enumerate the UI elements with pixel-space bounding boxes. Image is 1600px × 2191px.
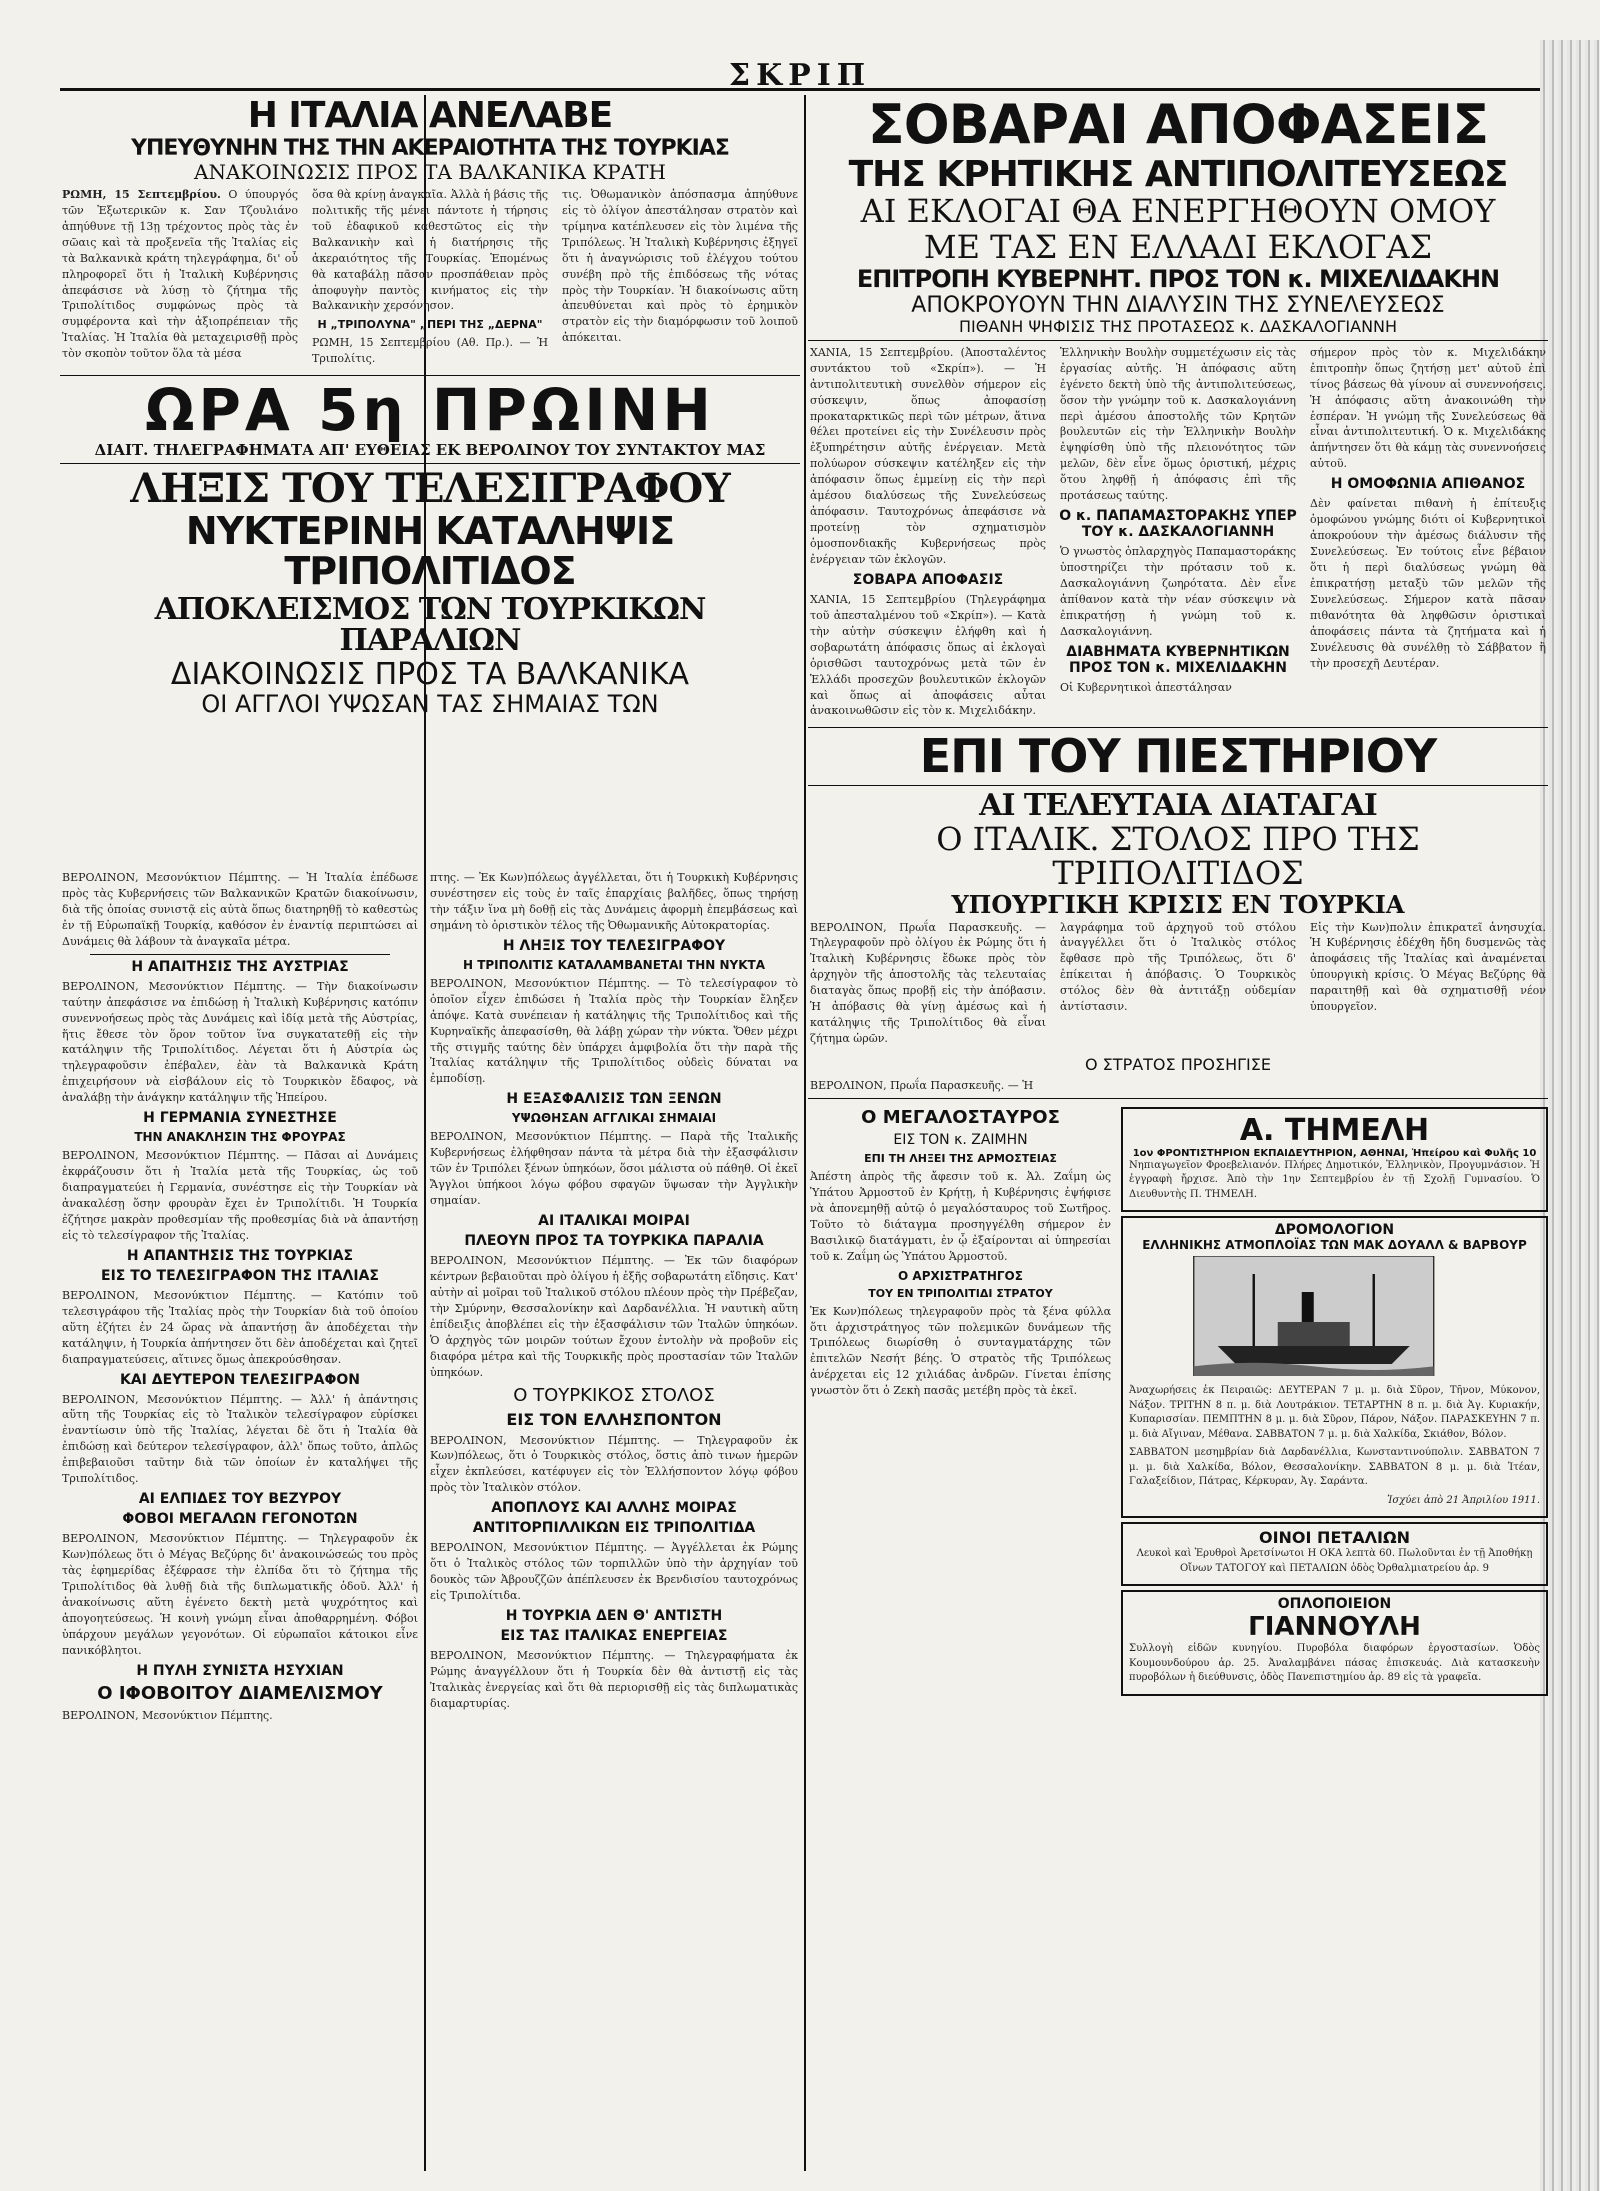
ad-title: ΟΠΛΟΠΟΙΕΙΟΝ: [1277, 1596, 1392, 1613]
headline-blockade: ΑΠΟΚΛΕΙΣΜΟΣ ΤΩΝ ΤΟΥΡΚΙΚΩΝ ΠΑΡΑΛΙΩΝ: [154, 591, 706, 659]
ad-subtitle: ΕΛΛΗΝΙΚΗΣ ΑΤΜΟΠΛΟΪΑΣ ΤΩΝ ΜΑΚ ΔΟΥΑΛΛ & ΒΑΡΒΟΥΡ: [1142, 1238, 1527, 1253]
subhead: ΥΨΩΘΗΣΑΝ ΑΓΓΛΙΚΑΙ ΣΗΜΑΙΑΙ: [511, 1111, 717, 1126]
headline-crete: ΣΟΒΑΡΑΙ ΑΠΟΦΑΣΕΙΣ: [867, 95, 1489, 156]
subhead: Η ΓΕΡΜΑΝΙΑ ΣΥΝΕΣΤΗΣΕ: [143, 1110, 337, 1127]
headline-fleet: Ο ΙΤΑΛΙΚ. ΣΤΟΛΟΣ ΠΡΟ ΤΗΣ ΤΡΙΠΟΛΙΤΙΔΟΣ: [936, 820, 1420, 892]
subhead: Η ΑΠΑΙΤΗΣΙΣ ΤΗΣ ΑΥΣΤΡΙΑΣ: [131, 958, 349, 975]
ad-subtitle: 1ον ΦΡΟΝΤΙΣΤΗΡΙΟΝ ΕΚΠΑΙΔΕΥΤΗΡΙΟΝ, ΑΘΗΝΑΙ, Ἠπείρου καὶ Φυλῆς 10: [1132, 1147, 1537, 1159]
headline-italy-sub: ΥΠΕΥΘΥΝΗΝ ΤΗΣ ΤΗΝ ΑΚΕΡΑΙΟΤΗΤΑ ΤΗΣ ΤΟΥΡΚΙΑΣ: [131, 135, 729, 161]
subhead: Ο ΙΦΟΒΟΙΤΟΥ ΔΙΑΜΕΛΙΣΜΟΥ: [97, 1682, 383, 1704]
ad-gunsmith: [1121, 1590, 1548, 1696]
subhead: Ο ΤΟΥΡΚΙΚΟΣ ΣΤΟΛΟΣ: [513, 1384, 715, 1406]
ad-name: ΓΙΑΝΝΟΥΛΗ: [1248, 1612, 1421, 1643]
subhead-army: Ο ΣΤΡΑΤΟΣ ΠΡΟΣΗΓΙΣΕ: [1085, 1055, 1271, 1075]
subhead: ΣΟΒΑΡΑ ΑΠΟΦΑΣΙΣ: [852, 571, 1004, 588]
ad-text: ΣΑΒΒΑΤΟΝ μεσημβρίαν διὰ Δαρδανέλλια, Κωνσταντινούπολιν. ΣΑΒΒΑΤΟΝ 7 μ. μ. διὰ Χαλκίδα, Βόλον, Θεσσαλονίκην. ΣΑΒΒΑΤΟΝ 8 μ. μ. διὰ Ἰτέαν, Γαλαξείδιον, Πάτρας, Κέρκυραν, Ἀγ. Σαράντα.: [1129, 1447, 1540, 1488]
headline-occupation: ΝΥΚΤΕΡΙΝΗ ΚΑΤΑΛΗΨΙΣ ΤΡΙΠΟΛΙΤΙΔΟΣ: [185, 508, 675, 593]
subhead: ΕΠΙ ΤΗ ΛΗΞΕΙ ΤΗΣ ΑΡΜΟΣΤΕΙΑΣ: [864, 1151, 1057, 1165]
article-text: ΧΑΝΙΑ, 15 Σεπτεμβρίου (Τηλεγράφημα τοῦ ἀπεσταλμένου τοῦ «Σκρίπ»). — Κατὰ τὴν αὐτὴν σύσκεψιν ἐλήφθη καὶ ἡ σοβαρωτάτη ἀπόφασις ὅπως αἱ ἐκλογαὶ ὁρισθῶσι ταυτοχρόνως μετὰ τῶν ἐν Ἑλλάδι προσεχῶν βουλευτικῶν ἐκλογῶν καὶ ὅπως αἱ ἀποφάσεις αὗται ἀνακοινωθῶσιν εἰς τὸν κ. Μιχελιδάκην.: [810, 592, 1046, 718]
headline-press: ΕΠΙ ΤΟΥ ΠΙΕΣΤΗΡΙΟΥ: [919, 729, 1437, 784]
ad-text: Συλλογὴ εἰδῶν κυνηγίου. Πυροβόλα διαφόρων ἐργοστασίων. Ὁδὸς Κουμουνδούρου ἀρ. 25. Ἀναλαμβάνει πάσας ἐπισκευάς. Διὰ κατασκευὴν πυροβόλων ἡ διεύθυνσις, ὁδὸς Πανεπιστημίου ἀρ. 89 εἰς τὰ γραφεῖα.: [1129, 1643, 1540, 1684]
steamship-illustration: [1127, 1256, 1501, 1376]
subhead: Η ΠΥΛΗ ΣΥΝΙΣΤΑ ΗΣΥΧΙΑΝ: [136, 1662, 344, 1679]
subhead: ΤΟΥ ΕΝ ΤΡΙΠΟΛΙΤΙΔΙ ΣΤΡΑΤΟΥ: [868, 1286, 1053, 1300]
article-text: Ἐκ Κων)πόλεως τηλεγραφοῦν πρὸς τὰ ξένα φύλλα ὅτι ἀρχιστράτηγος τῶν πολεμικῶν δυνάμεων τῆς Τριπόλεως διωρίσθη ὁ συνταγματάρχης τῶν ἐπιτελῶν Νεσήτ βέης. Ὁ στρατὸς τῆς Τριπόλεως ἀνέρχεται εἰς 12 χιλιάδας ἀνδρῶν. Γίνεται ἐπίσης γνωστὸν ὅτι ὁ Ζεκὴ πασᾶς μετέβη πρὸς τὰ ἐκεῖ.: [810, 1304, 1111, 1398]
headline-crisis: ΥΠΟΥΡΓΙΚΗ ΚΡΙΣΙΣ ΕΝ ΤΟΥΡΚΙΑ: [951, 890, 1405, 920]
article-text: [62, 187, 298, 362]
subhead: Η ΑΠΑΝΤΗΣΙΣ ΤΗΣ ΤΟΥΡΚΙΑΣ: [126, 1247, 354, 1264]
page-edge-shadow: [1540, 40, 1600, 2191]
subhead: Η ΕΞΑΣΦΑΛΙΣΙΣ ΤΩΝ ΞΕΝΩΝ: [506, 1091, 722, 1108]
article-text: ΒΕΡΟΛΙΝΟΝ, Μεσονύκτιον Πέμπτης. — Πᾶσαι αἱ Δυνάμεις ἐκφράζουσιν ὅτι ἡ Ἰταλία μετὰ τῆς Τουρκίας, ὡς τοῦ διαπραγματεύει ἡ Γερμανία, συνέστησε εἰς τὴν Τουρκίαν νὰ ἀνακαλέσῃ ὅσην φρουρὰν ἔχει ἐν Τριπολίτιδι. Ἡ Τουρκία ἐζήτησε μακρὰν προθεσμίαν τῆς προθεσμίας διὰ νὰ ἀπαντήσῃ εἰς τὸ τελεσίγραφον τῆς Ἰταλίας.: [62, 1149, 418, 1242]
advertisements: [1121, 1103, 1548, 1700]
headline-ultimatum: ΛΗΞΙΣ ΤΟΥ ΤΕΛΕΣΙΓΡΑΦΟΥ: [130, 464, 730, 512]
headline-proposal: ΠΙΘΑΝΗ ΨΗΦΙΣΙΣ ΤΗΣ ΠΡΟΤΑΣΕΩΣ κ. ΔΑΣΚΑΛΟΓΙΑΝΝΗ: [958, 316, 1398, 336]
headline-flags: ΟΙ ΑΓΓΛΟΙ ΥΨΩΣΑΝ ΤΑΣ ΣΗΜΑΙΑΣ ΤΩΝ: [201, 690, 659, 719]
masthead: ΣΚΡΙΠ: [728, 58, 872, 93]
ad-title: ΔΡΟΜΟΛΟΓΙΟΝ: [1274, 1222, 1395, 1239]
article-text: λαγράφημα τοῦ ἀρχηγοῦ τοῦ στόλου ἀναγγέλλει ὅτι ὁ Ἰταλικὸς στόλος ἔφθασε πρὸ τῆς Τριπόλεως, ὅτι δ' ἐπίκειται ἡ ἀπόβασις. Ὁ Τουρκικὸς στόλος δὲν θὰ ἀντιτάξῃ οὐδεμίαν ἀντίστασιν.: [1060, 920, 1296, 1014]
article-text: Ὁ γνωστὸς ὁπλαρχηγὸς Παπαμαστοράκης ὑποστηρίζει τὴν πρότασιν τοῦ κ. Δασκαλογιάννη ζωηρότατα. Δὲν εἶνε ἀπίθανον κατὰ τὴν νέαν σύσκεψιν νὰ ἐπικρατήσῃ ἡ γνώμη τοῦ κ. Δασκαλογιάννη.: [1060, 545, 1296, 638]
subhead: ΔΙΑΒΗΜΑΤΑ ΚΥΒΕΡΝΗΤΙΚΩΝ ΠΡΟΣ ΤΟΝ κ. ΜΙΧΕΛΙΔΑΚΗΝ: [1066, 643, 1290, 676]
subhead: ΕΙΣ ΤΑΣ ΙΤΑΛΙΚΑΣ ΕΝΕΡΓΕΙΑΣ: [500, 1628, 728, 1644]
subhead: Η ΤΟΥΡΚΙΑ ΔΕΝ Θ' ΑΝΤΙΣΤΗ: [505, 1608, 723, 1624]
headline-hour: ΩΡΑ 5η ΠΡΩΙΝΗ: [145, 376, 715, 445]
top-rule: [60, 88, 1540, 91]
article-text: ΧΑΝΙΑ, 15 Σεπτεμβρίου. (Ἀποσταλέντος συντάκτου τοῦ «Σκρίπ»). — Ἡ ἀντιπολιτευτικὴ συνελθὸν σήμερον εἰς σύσκεψιν, ὅπως ἀποφασίσῃ προκαταρκτικῶς περὶ τῶν μέτρων, ἅτινα θέλει προτείνει εἰς τὴν Συνέλευσιν πρὸς ἐξυπηρέτησιν αὐτῆς ἐνέργειαν. Μετὰ πολύωρον σύσκεψιν κατέληξεν εἰς τὴν ἀπόφασιν ὅπως ἐμμείνῃ εἰς τὴν περὶ ἀμέσου διαλύσεως τῆς Συνελεύσεως ἀπόφασιν. Ταυτοχρόνως ἀπεφάσισε νὰ προτείνῃ τὸν σχηματισμὸν ὁμοσπονδιακῆς Κυβερνήσεως πρὸς ἐνέργειαν τῶν ἐκλογῶν.: [810, 345, 1046, 566]
headline-elections: ΑΙ ΕΚΛΟΓΑΙ ΘΑ ΕΝΕΡΓΗΘΟΥΝ ΟΜΟΥ: [860, 192, 1496, 231]
subhead-derna: Η „ΤΡΙΠΟΛΥΝΑ" „ΠΕΡΙ ΤΗΣ „ΔΕΡΝΑ": [317, 318, 543, 332]
subhead: ΠΛΕΟΥΝ ΠΡΟΣ ΤΑ ΤΟΥΡΚΙΚΑ ΠΑΡΑΛΙΑ: [464, 1233, 764, 1249]
article-text: ΒΕΡΟΛΙΝΟΝ, Μεσονύκτιον Πέμπτης. — Ἀγγέλλεται ἐκ Ρώμης ὅτι ὁ Ἰταλικὸς στόλος τῶν τορπιλλῶν ὑπὸ τὴν ἀρχηγίαν τοῦ δουκὸς τῶν Ἀβρουζζῶν ἀπέπλευσεν ἐκ Βρενδισίου ταυτοχρόνως εἰς Τριπολίτιδα.: [430, 1541, 798, 1603]
divider: [90, 954, 390, 955]
ad-timeli: [1121, 1107, 1548, 1213]
subhead: ΑΠΟΠΛΟΥΣ ΚΑΙ ΑΛΛΗΣ ΜΟΙΡΑΣ: [491, 1500, 737, 1517]
article-text: ΒΕΡΟΛΙΝΟΝ, Πρωΐα Παρασκευῆς. — Τηλεγραφοῦν πρὸ ὀλίγου ἐκ Ρώμης ὅτι ἡ Ἰταλικὴ Κυβέρνησις ἔδωκε πρὸς τὸν ἀρχηγὸν τῆς ἀποστολῆς τὰς τελευταίας διαταγὰς ὅπως προβῇ εἰς τὴν ἀπόβασιν. Ἡ ἀπόβασις θὰ γίνῃ ἀμέσως καὶ ἡ κατάληψις τῆς Τριπολίτιδος θὰ εἶναι ζήτημα ὡρῶν.: [810, 920, 1046, 1046]
column-divider-2: [804, 95, 806, 2171]
article-text: ΒΕΡΟΛΙΝΟΝ, Πρωΐα Παρασκευῆς. — Ἡ: [810, 1079, 1034, 1093]
ad-steamship: [1121, 1216, 1548, 1518]
ad-date: Ἰσχύει ἀπὸ 21 Ἀπριλίου 1911.: [1387, 1494, 1540, 1506]
article-text: Ἀπέστη ἀπρὸς τῆς ἄφεσιν τοῦ κ. Ἀλ. Ζαΐμη ὡς Ὑπάτου Ἁρμοστοῦ ἐν Κρήτῃ, ἡ Κυβέρνησις ἐψήφισε νὰ ἀπονεμηθῇ αὐτῷ ὁ μεγαλόσταυρος τοῦ Σωτῆρος. Τοῦτο τὸ διάταγμα προσηγγέλθη σήμερον ἐν Βασιλικῷ διατάγματι, ἐν ᾧ ἐξαίρονται αἱ ὑπηρεσίαι τοῦ κ. Ζαΐμη ὡς Ὑπάτου Ἁρμοστοῦ.: [810, 1169, 1111, 1263]
article-text: ΒΕΡΟΛΙΝΟΝ, Μεσονύκτιον Πέμπτης. — Τηλεγραφήματα ἐκ Ρώμης ἀναγγέλλουν ὅτι ἡ Τουρκία δὲν θὰ ἀντιστῇ εἰς τὰς Ἰταλικὰς ἐνεργείας καὶ ὅτι θὰ περιορισθῇ εἰς τὰς διπλωματικὰς διαμαρτυρίας.: [430, 1649, 798, 1710]
headline-hour-sub: ΔΙΑΙΤ. ΤΗΛΕΓΡΑΦΗΜΑΤΑ ΑΠ' ΕΥΘΕΙΑΣ ΕΚ ΒΕΡΟΛΙΝΟΥ ΤΟΥ ΣΥΝΤΑΚΤΟΥ ΜΑΣ: [94, 441, 766, 460]
article-text: πτης. — Ἐκ Κων)πόλεως ἀγγέλλεται, ὅτι ἡ Τουρκικὴ Κυβέρνησις συνέστησεν εἰς τοὺς ἐν ταῖς ἐπαρχίαις βαλῆδες, ὅπως τηρήσῃ τὴν τάξιν ἵνα μὴ δοθῇ εἰς τὰς Δυνάμεις ἀφορμὴ ἐπεμβάσεως καὶ σημάνη τὸ ὁριστικὸν τέλος τῆς Ὀθωμανικῆς Αὐτοκρατορίας.: [430, 871, 798, 932]
subhead: ΕΙΣ ΤΟ ΤΕΛΕΣΙΓΡΑΦΟΝ ΤΗΣ ΙΤΑΛΙΑΣ: [101, 1267, 379, 1284]
article-text: Ἑλληνικὴν Βουλὴν συμμετέχωσιν εἰς τὰς ἐργασίας αὐτῆς. Ἡ ἀπόφασις αὕτη ἐγένετο δεκτὴ ὑπὸ τῆς ἀντιπολιτεύσεως, ὅσον τὴν γνώμην τοῦ κ. Δασκαλογιάννη περὶ ἀμέσου ἀποστολῆς τῶν Κρητῶν βουλευτῶν εἰς τὴν Ἑλληνικὴν Βουλὴν ἐψηφίσθη ὑπὸ τῆς πλειονότητος τῶν μελῶν, δὲν εἶνε ὅμως ὁριστική, μέχρις ὅτου ληφθῇ ἡ ἀπόφασις ἐπὶ τῆς προτάσεως ταύτης.: [1060, 345, 1296, 503]
subhead: Ο κ. ΠΑΠΑΜΑΣΤΟΡΑΚΗΣ ΥΠΕΡ ΤΟΥ κ. ΔΑΣΚΑΛΟΓΙΑΝΝΗ: [1059, 508, 1297, 541]
subhead: ΚΑΙ ΔΕΥΤΕΡΟΝ ΤΕΛΕΣΙΓΡΑΦΟΝ: [120, 1371, 360, 1388]
middle-column: [428, 870, 800, 2171]
ad-text: Λευκοὶ καὶ Ἐρυθροὶ Ἀρετσίνωτοι Η ΟΚΑ λεπτὰ 60. Πωλοῦνται ἐν τῇ Ἀποθήκῃ Οἴνων ΤΑΤΟΓΟΥ καὶ ΠΕΤΑΛΙΩΝ ὁδὸς Ὀρθαλμιατρείου ἀρ. 9: [1136, 1548, 1533, 1574]
subhead: ΕΙΣ ΤΟΝ ΕΛΛΗΣΠΟΝΤΟΝ: [506, 1409, 722, 1429]
headline-elections-sub: ΜΕ ΤΑΣ ΕΝ ΕΛΛΑΔΙ ΕΚΛΟΓΑΣ: [923, 228, 1433, 267]
headline-dissolution: ΑΠΟΚΡΟΥΟΥΝ ΤΗΝ ΔΙΑΛΥΣΙΝ ΤΗΣ ΣΥΝΕΛΕΥΣΕΩΣ: [911, 292, 1445, 318]
article-text: ΒΕΡΟΛΙΝΟΝ, Μεσονύκτιον Πέμπτης. — Ἡ Ἰταλία ἐπέδωσε πρὸς τὰς Κυβερνήσεις τῶν Βαλκανικῶν Κρατῶν διακοίνωσιν, διὰ τῆς ὁποίας συνιστᾷ εἰς αὐτὰ ὅπως διατηρηθῇ τὸ καθεστὼς ἐν τῇ Εὐρωπαϊκῇ Τουρκίᾳ, καθόσον ἐν ἐναντίᾳ περιπτώσει αἱ Δυνάμεις θὰ λάβουν τὰ ἀναγκαῖα μέτρα.: [62, 871, 418, 948]
article-text: ΒΕΡΟΛΙΝΟΝ, Μεσονύκτιον Πέμπτης. — Παρὰ τῆς Ἰταλικῆς Κυβερνήσεως ἐλήφθησαν πάντα τὰ μέτρα διὰ τὴν ἐξασφάλισιν τῶν ἐν Τριπόλει ξένων ὑπηκόων, ὅσοι μάλιστα οὐ πάθηθ. Οἱ ἐκεῖ Ἄγγλοι ὑπήκοοι λόγω φόβου σφαγῶν ὕψωσαν τὴν Ἀγγλικὴν σημαίαν.: [430, 1130, 798, 1208]
article-text: Δὲν φαίνεται πιθανὴ ἡ ἐπίτευξις ὁμοφώνου γνώμης διότι οἱ Κυβερνητικοὶ ἀποκρούουν τὴν ἀμέσως διάλυσιν τῆς Συνελεύσεως. Ἐν τούτοις εἶνε βέβαιον ὅτι ἡ περὶ διαλύσεως γνώμη θὰ ἐπικρατήσῃ μεταξὺ τῶν μελῶν τῆς Συνελεύσεως. Σήμερον κατὰ πᾶσαν πιθανότητα θὰ ληφθῶσιν ὁριστικαὶ ἀποφάσεις πάντα τὰ ζητήματα καὶ ἡ Συνέλευσις θὰ συνέλθῃ τὸ Σάββατον ἢ τὴν προσεχῆ Δευτέραν.: [1310, 497, 1546, 670]
article-text: ΡΩΜΗ, 15 Σεπτεμβρίου (Αθ. Πρ.). — Ἡ Τριπολίτις.: [312, 336, 548, 366]
headline-committee: ΕΠΙΤΡΟΠΗ ΚΥΒΕΡΝΗΤ. ΠΡΟΣ ΤΟΝ κ. ΜΙΧΕΛΙΔΑΚΗΝ: [856, 264, 1500, 293]
article-text: ΒΕΡΟΛΙΝΟΝ, Μεσονύκτιον Πέμπτης. — Ἀλλ' ἡ ἀπάντησις αὕτη τῆς Τουρκίας εἰς τὸ Ἰταλικὸν τελεσίγραφον εὑρίσκει ἐναντίωσιν ὑπὸ τῆς Ἰταλίας, λέγεται δὲ ὅτι ἡ Ἰταλία θὰ ἐπιδώσῃ καὶ δεύτερον τελεσίγραφον, ἀλλ' ὅπως τοῦτο, ἁπλῶς ἐπιβεβαιοῦσι ταῦτην διὰ τῶν ὁποίων ἐν καταλήψει τῆς Τριπολίτιδος.: [62, 1392, 418, 1486]
divider: [808, 727, 1548, 728]
dateline: ΡΩΜΗ, 15 Σεπτεμβρίου.: [62, 187, 221, 201]
italy-headline-block: [60, 95, 800, 719]
ad-text: Ἀναχωρήσεις ἐκ Πειραιῶς: ΔΕΥΤΕΡΑΝ 7 μ. μ. διὰ Σῦρον, Τῆνον, Μύκονον, Νάξον. ΤΡΙΤΗΝ 8 π. μ. διὰ Λουτράκιον. ΤΕΤΑΡΤΗΝ 8 π. μ. διὰ Ἀγ. Κυριακήν, Κυπαρισσίαν. ΠΕΜΠΤΗΝ 8 μ. μ. διὰ Σῦρον, Πάρον, Νάξον. ΠΑΡΑΣΚΕΥΗΝ 7 π. μ. διὰ Αἴγιναν, Μέθανα. ΣΑΒΒΑΤΟΝ 7 μ. μ. διὰ Χαλκίδα, Σκιάθον, Βόλον.: [1129, 1385, 1540, 1440]
divider: [60, 463, 800, 464]
subhead: Ο ΑΡΧΙΣΤΡΑΤΗΓΟΣ: [898, 1268, 1023, 1283]
article-text: σήμερον πρὸς τὸν κ. Μιχελιδάκην ἐπιτροπὴν ὅπως ζητήσῃ μετ' αὐτοῦ ἐπὶ τίνος βάσεως θὰ γίνουν αἱ συνεννοήσεις. Ἡ ἀπόφασις αὕτη ἀνακοινώθη τὴν ἑσπέραν. Ἡ γνώμη τῆς Συνελεύσεως θὰ εἶναι ἀντιπολιτευτική. Ὁ κ. Μιχελιδάκης ἀπήντησεν ὅτι θὰ κάμῃ τὰς συνεννοήσεις αὐτοῦ.: [1310, 345, 1546, 471]
headline-italy-sub2: ΑΝΑΚΟΙΝΩΣΙΣ ΠΡΟΣ ΤΑ ΒΑΛΚΑΝΙΚΑ ΚΡΑΤΗ: [194, 159, 666, 184]
subhead: ΑΙ ΙΤΑΛΙΚΑΙ ΜΟΙΡΑΙ: [538, 1213, 690, 1229]
article-text: ΒΕΡΟΛΙΝΟΝ, Μεσονύκτιον Πέμπτης. — Τὸ τελεσίγραφον τὸ ὁποῖον εἶχεν ἐπιδώσει ἡ Ἰταλία πρὸς τὴν Τουρκίαν ἔληξεν ἀπόψε. Κατὰ συνέπειαν ἡ κατάληψις τῆς Τριπολίτιδος καὶ τῆς Κυρηναϊκῆς ἀπεφασίσθη, θὰ λάβῃ χώραν τὴν νύκτα. Ὅθεν μέχρι τῆς στιγμῆς ταύτης δὲν ὑπάρχει ἀμφιβολία ὅτι τὴν παρὰ τῆς Ἰταλίας κατάληψιν τῆς Τριπολίτιδος οὐδεὶς δύναται να ἐμποδίσῃ.: [430, 976, 798, 1086]
article-text: ΒΕΡΟΛΙΝΟΝ, Μεσονύκτιον Πέμπτης. — Ἐκ τῶν διαφόρων κέντρων βεβαιοῦται πρὸ ὀλίγου ἡ ἐξῆς σοβαρωτάτη εἴδησις. Κατ' αὐτὴν αἱ μοῖραι τοῦ Ἰταλικοῦ στόλου πλέουν πρὸς τὴν Πρέβεζαν, τὴν Σμύρνην, Θεσσαλονίκην καὶ Δαρδανέλλια. Ἡ ναυτικὴ αὕτη ἐπίδειξις ἀποβλέπει εἰς τὴν ἐξασφάλισιν τῶν Ἰταλῶν ὑπηκόων. Ὁ ἀρχηγὸς τῶν μοιρῶν τούτων ἔχουν ἐντολὴν νὰ προβοῦν εἰς διαφόρα μέτρα καὶ τῆς Τουρκικῆς πρὸς προστασίαν τῶν Ἰταλῶν ὑπηκόων.: [430, 1254, 798, 1379]
subhead: Ο ΜΕΓΑΛΟΣΤΑΥΡΟΣ: [861, 1106, 1060, 1128]
headline-italy: Η ΙΤΑΛΙΑ ΑΝΕΛΑΒΕ: [247, 95, 613, 136]
divider: [808, 1098, 1548, 1099]
subhead: Η ΤΡΙΠΟΛΙΤΙΣ ΚΑΤΑΛΑΜΒΑΝΕΤΑΙ ΤΗΝ ΝΥΚΤΑ: [462, 957, 765, 972]
article-text: τις. Ὀθωμανικὸν ἀπόσπασμα ἀπηύθυνε εἰς τὸ ὀλίγον ἀπεστάλησαν στρατὸν καὶ τρίμηνα κατέπλευσεν εἰς τὸν λιμένα τῆς Τριπόλεως. Ἡ Ἰταλικὴ Κυβέρνησις ἐξηγεῖ ὅτι ἡ ἀναγνώρισις τοῦ ἐλέγχου τούτου συνέβη πρὸ τῆς ἐπιδόσεως τῆς νότας πρὸς τὴν Τουρκίαν. Ἡ διακοίνωσις αὕτη ἀπευθύνεται καὶ πρὸς τὸ ἐρημικὸν στρατὸν εἰς τὴν διαμόρφωσιν τοῦ λοιποῦ ἀπόκειται.: [562, 187, 798, 345]
article-text: ΒΕΡΟΛΙΝΟΝ, Μεσονύκτιον Πέμπτης. — Κατόπιν τοῦ τελεσιγράφου τῆς Ἰταλίας πρὸς τὴν Τουρκίαν διὰ τοῦ ὁποίου αὕτη ἐζήτει ἐν 24 ὥρας νὰ ἀπαντήσῃ ἂν ἀποδέχεται τὴν κατάληψιν, ἡ Τουρκία ἀπήντησεν ὅτι δὲν ἀποδέχεται καὶ ζητεῖ διαπραγματεύσεις, αἵτινες ὅμως ἀπεκρούσθησαν.: [62, 1288, 418, 1366]
headline-notice: ΔΙΑΚΟΙΝΩΣΙΣ ΠΡΟΣ ΤΑ ΒΑΛΚΑΝΙΚΑ: [170, 656, 690, 692]
subhead: ΑΝΤΙΤΟΡΠΙΛΛΙΚΩΝ ΕΙΣ ΤΡΙΠΟΛΙΤΙΔΑ: [472, 1520, 756, 1537]
article-text: Οἱ Κυβερνητικοὶ ἀπεστάλησαν: [1060, 680, 1232, 694]
headline-last-orders: ΑΙ ΤΕΛΕΥΤΑΙΑ ΔΙΑΤΑΓΑΙ: [979, 787, 1377, 823]
divider: [808, 785, 1548, 786]
article-text: Εἰς τὴν Κων)πολιν ἐπικρατεῖ ἀνησυχία. Ἡ Κυβέρνησις ἐδέχθη ἤδη δυσμενῶς τὰς ἀποφάσεις τῆς Ἰταλίας καὶ ἀναμένεται ὑπουργικὴ κρίσις. Ὁ Μέγας Βεζύρης θὰ παραιτηθῇ καὶ θὰ σχηματισθῇ νέον ὑπουργεῖον.: [1310, 920, 1546, 1014]
ad-title: ΟΙΝΟΙ ΠΕΤΑΛΙΩΝ: [1258, 1528, 1410, 1548]
article-body: Ο ύπουργός τῶν Ἐξωτερικῶν κ. Σαν Τζουλιάνο ἀπηύθυνε τῇ 13ῃ τρέχοντος πρὸς τὰς ἐν σῶαις καὶ τὰ προξενεῖα τῆς Ἰταλίας εἰς τὰ Βαλκανικὰ κράτη τηλεγράφημα, δι' οὗ πληροφορεῖ ὅτι ἡ Ἰταλικὴ Κυβέρνησις ἀπεφάσισε νὰ λύσῃ τὸ ζήτημα τῆς Τριπολίτιδος συμφώνως πρὸς τὰ συμφέροντα καὶ τὴν ἀξιοπρέπειαν τῆς Ἰταλίας. Ἡ Ἰταλία θὰ μεταχειρισθῇ πρὸς τὸν σκοπὸν τοῦτον ὅλα τὰ μέσα: [62, 187, 298, 361]
article-text: ΒΕΡΟΛΙΝΟΝ, Μεσονύκτιον Πέμπτης. — Τὴν διακοίνωσιν ταύτην ἀπεφάσισε να ἐπιδώσῃ ἡ Ἰταλικὴ Κυβέρνησις κατόπιν συνεννοήσεως πρὸς τὰς Δυνάμεις καὶ ἰδίᾳ μετὰ τῆς Αὐστρίας, ἥτις ἔθεσε τὸν ὅρον τοῦτον ἵνα συγκατατεθῇ εἰς τὴν κατάληψιν τῆς Τριπολίτιδος. Λέγεται ὅτι ἡ Αὐστρία ὡς τηλεγραφοῦσιν ἐπέβαλεν, ἐὰν τὰ Βαλκανικὰ Κράτη ἐπιχειρήσουν νὰ εἰσβάλουν εἰς τὸ Τουρκικὸν ἔδαφος, νὰ ἀναλάβῃ τὴν ἀνάγκην κατάληψιν τῆς Ἠπείρου.: [62, 979, 418, 1105]
subhead: ΦΟΒΟΙ ΜΕΓΑΛΩΝ ΓΕΓΟΝΟΤΩΝ: [122, 1511, 358, 1528]
article-text: ὅσα θὰ κρίνῃ ἀναγκαῖα. Ἀλλὰ ἡ βάσις τῆς πολιτικῆς τῆς μένει πάντοτε ἡ τήρησις τοῦ ἐδαφικοῦ καθεστῶτος εἰς τὴν Βαλκανικὴν καὶ ἡ διατήρησις τῆς ἀκεραιότητος τῆς Τουρκίας. Ἑπομένως θὰ καταβάλῃ πᾶσαν προσπάθειαν πρὸς ἀποφυγὴν παντὸς κινήματος εἰς τὴν Βαλκανικὴν χερσόνησον.: [312, 187, 548, 313]
headline-crete-sub: ΤΗΣ ΚΡΗΤΙΚΗΣ ΑΝΤΙΠΟΛΙΤΕΥΣΕΩΣ: [848, 153, 1508, 195]
article-text: ΒΕΡΟΛΙΝΟΝ, Μεσονύκτιον Πέμπτης.: [62, 1708, 273, 1722]
subhead: ΑΙ ΕΛΠΙΔΕΣ ΤΟΥ ΒΕΖΥΡΟΥ: [138, 1491, 342, 1508]
article-text: ΒΕΡΟΛΙΝΟΝ, Μεσονύκτιον Πέμπτης. — Τηλεγραφοῦν ἐκ Κων)πόλεως ὅτι ὁ Μέγας Βεζύρης δι' ἀνακοινώσεώς του πρὸς τὰς ἐφημερίδας ἐξέφρασε τὴν ἐλπίδα ὅτι τὸ ζήτημα τῆς Τριπολίτιδος θὰ λυθῇ διὰ τῆς διπλωματικῆς ὁδοῦ. Ἀλλ' ἡ ἀνακοίνωσις αὕτη ἐγένετο δεκτὴ μετὰ ψυχρότητος καὶ ἀπογοητεύσεως. Ἡ κοινὴ γνώμη εἶναι ἀποθαρρημένη. Φόβοι ὑπάρχουν μεγάλων γεγονότων. Οἱ εὐρωπαῖοι κάτοικοι εἶνε πανικόβλητοι.: [62, 1532, 418, 1657]
subhead: ΤΗΝ ΑΝΑΚΛΗΣΙΝ ΤΗΣ ΦΡΟΥΡΑΣ: [134, 1130, 346, 1145]
ad-text: Νηπιαγωγεῖον Φροεβελιανόν. Πλήρες Δημοτικόν, Ἑλληνικὸν, Προγυμνάσιον. Ἡ ἐγγραφὴ ἤρχισε. Ἀπὸ τὴν 1ην Σεπτεμβρίου ἐν τῇ Σχολῇ Γυμνασίου. Ὁ Διευθυντὴς Π. ΤΗΜΕΛΗ.: [1129, 1159, 1540, 1200]
divider: [808, 340, 1548, 341]
article-text: ΒΕΡΟΛΙΝΟΝ, Μεσονύκτιον Πέμπτης. — Τηλεγραφοῦν ἐκ Κων)πόλεως, ὅτι ὁ Τουρκικὸς στόλος, ὅστις ἀπὸ τινων ἡμερῶν εἶχεν ἐκπλεύσει, κατέφυγεν εἰς τὸν Ἑλλήσποντον λόγῳ φόβου πρὸς τὸν Ἰταλικὸν στόλον.: [430, 1433, 798, 1495]
subhead: ΕΙΣ ΤΟΝ κ. ΖΑΙΜΗΝ: [893, 1131, 1028, 1148]
ad-title: Α. ΤΗΜΕΛΗ: [1239, 1112, 1430, 1148]
left-column: [60, 870, 420, 2171]
ad-wines: [1121, 1522, 1548, 1586]
zaimis-story: [808, 1103, 1113, 1700]
subhead: Η ΛΗΞΙΣ ΤΟΥ ΤΕΛΕΣΙΓΡΑΦΟΥ: [502, 937, 726, 954]
right-column: [808, 95, 1548, 2171]
subhead: Η ΟΜΟΦΩΝΙΑ ΑΠΙΘΑΝΟΣ: [1330, 476, 1526, 493]
